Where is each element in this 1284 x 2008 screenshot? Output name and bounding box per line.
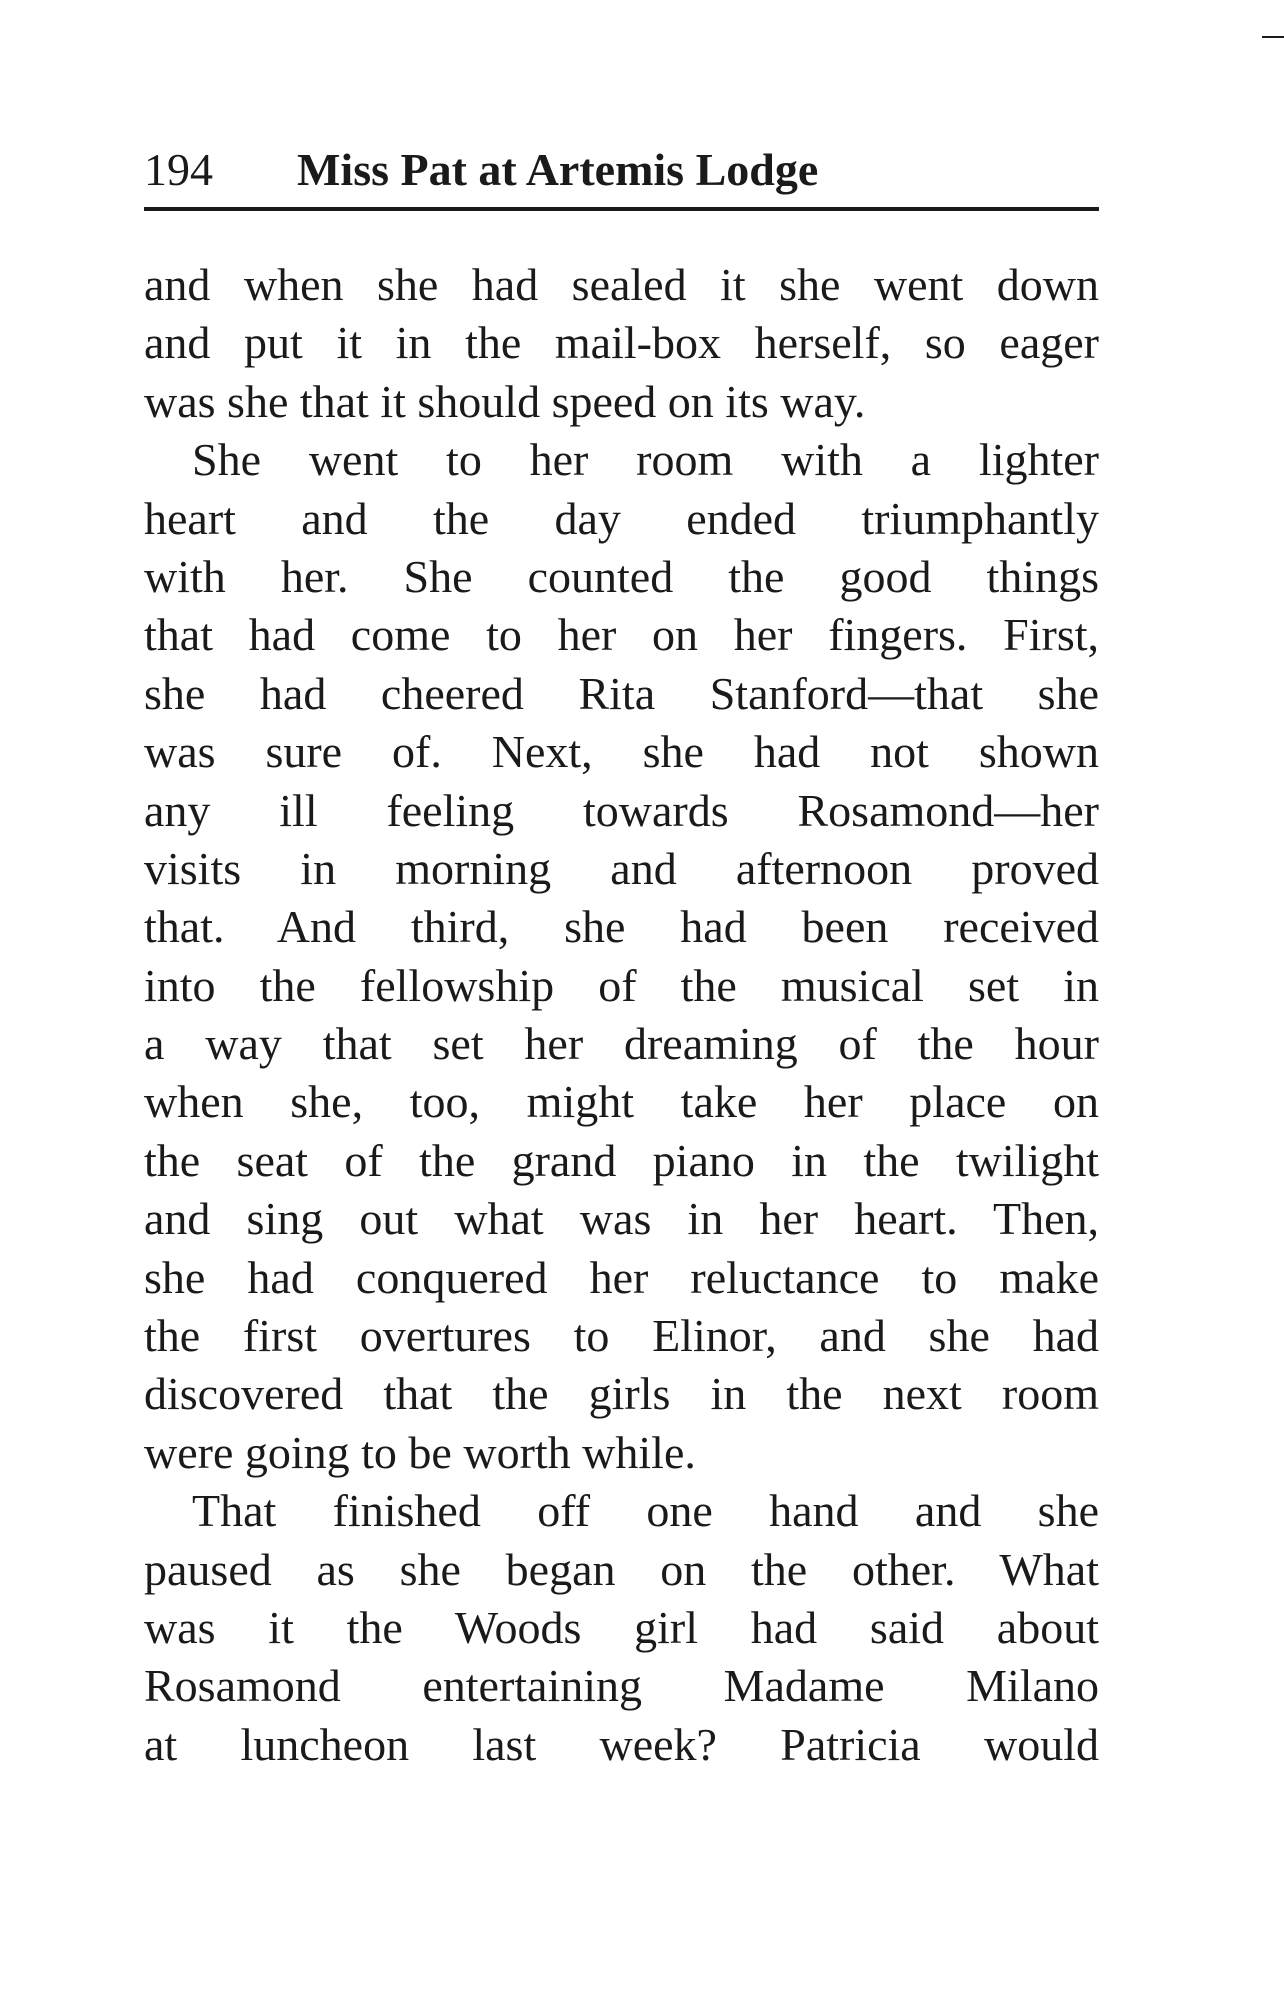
- book-title: Miss Pat at Artemis Lodge: [297, 144, 819, 195]
- text-line: that. And third, she had been received: [144, 901, 1099, 953]
- scan-edge-mark: [1262, 36, 1284, 38]
- header-rule: [144, 207, 1099, 211]
- text-line: that had come to her on her fingers. First,: [144, 609, 1099, 661]
- text-line: Rosamond entertaining Madame Milano: [144, 1660, 1099, 1712]
- text-line: discovered that the girls in the next room: [144, 1368, 1099, 1420]
- text-line: was it the Woods girl had said about: [144, 1601, 1099, 1653]
- body-text: [144, 256, 1099, 1774]
- text-line: she had cheered Rita Stanford—that she: [144, 667, 1099, 719]
- text-line: the seat of the grand piano in the twilight: [144, 1134, 1099, 1186]
- text-line: and sing out what was in her heart. Then,: [144, 1193, 1099, 1245]
- paragraph-start-line: She went to her room with a lighter: [192, 434, 1099, 486]
- text-line: and when she had sealed it she went down: [144, 259, 1099, 310]
- text-line: she had conquered her reluctance to make: [144, 1251, 1099, 1303]
- text-line: when she, too, might take her place on: [144, 1076, 1099, 1128]
- text-line: were going to be worth while.: [144, 1426, 696, 1478]
- text-line: paused as she began on the other. What: [144, 1543, 1099, 1595]
- text-line: visits in morning and afternoon proved: [144, 842, 1099, 894]
- text-line: heart and the day ended triumphantly: [144, 492, 1099, 544]
- running-head: [144, 140, 1099, 200]
- text-line: was sure of. Next, she had not shown: [144, 726, 1099, 778]
- text-line: was she that it should speed on its way.: [144, 375, 866, 427]
- text-line: into the fellowship of the musical set in: [144, 959, 1099, 1011]
- text-line: any ill feeling towards Rosamond—her: [144, 784, 1099, 836]
- page-number: 194: [144, 144, 213, 195]
- text-line: a way that set her dreaming of the hour: [144, 1018, 1099, 1070]
- text-line: at luncheon last week? Patricia would: [144, 1718, 1099, 1770]
- text-line: with her. She counted the good things: [144, 550, 1099, 602]
- text-line: and put it in the mail-box herself, so eager: [144, 317, 1099, 369]
- text-line: the first overtures to Elinor, and she had: [144, 1310, 1099, 1362]
- paragraph-start-line: That finished off one hand and she: [192, 1485, 1099, 1537]
